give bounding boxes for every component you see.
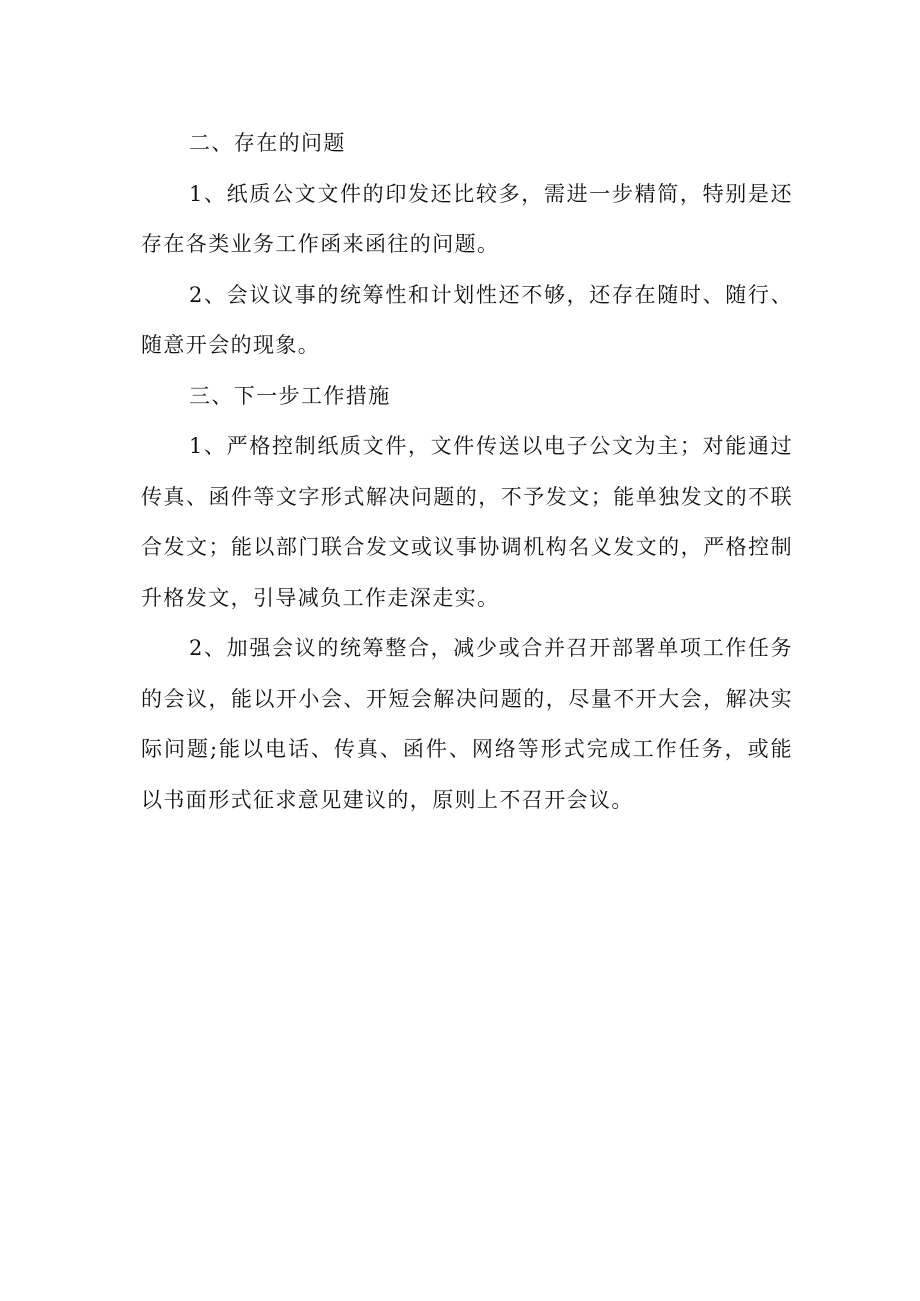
paragraph-measure-2: 2、加强会议的统筹整合，减少或合并召开部署单项工作任务的会议，能以开小会、开短会解决问题的，尽量不开大会，解决实际问题;能以电话、传真、函件、网络等形式完成工作任务，或能以书面形式征求意见建议的，原则上不召开会议。 — [141, 636, 793, 812]
document-body — [141, 118, 793, 825]
section-heading-next-steps: 三、下一步工作措施 — [189, 383, 391, 408]
paragraph-problem-2: 2、会议议事的统筹性和计划性还不够，还存在随时、随行、随意开会的现象。 — [141, 282, 793, 357]
section-heading-problems: 二、存在的问题 — [189, 131, 346, 155]
paragraph-measure-1: 1、严格控制纸质文件，文件传送以电子公文为主；对能通过传真、函件等文字形式解决问题的，不予发文；能单独发文的不联合发文；能以部门联合发文或议事协调机构名义发文的，严格控制升格发文，引导减负工作走深走实。 — [141, 434, 793, 610]
paragraph-problem-1: 1、纸质公文文件的印发还比较多，需进一步精简，特别是还存在各类业务工作函来函往的问题。 — [141, 181, 793, 256]
